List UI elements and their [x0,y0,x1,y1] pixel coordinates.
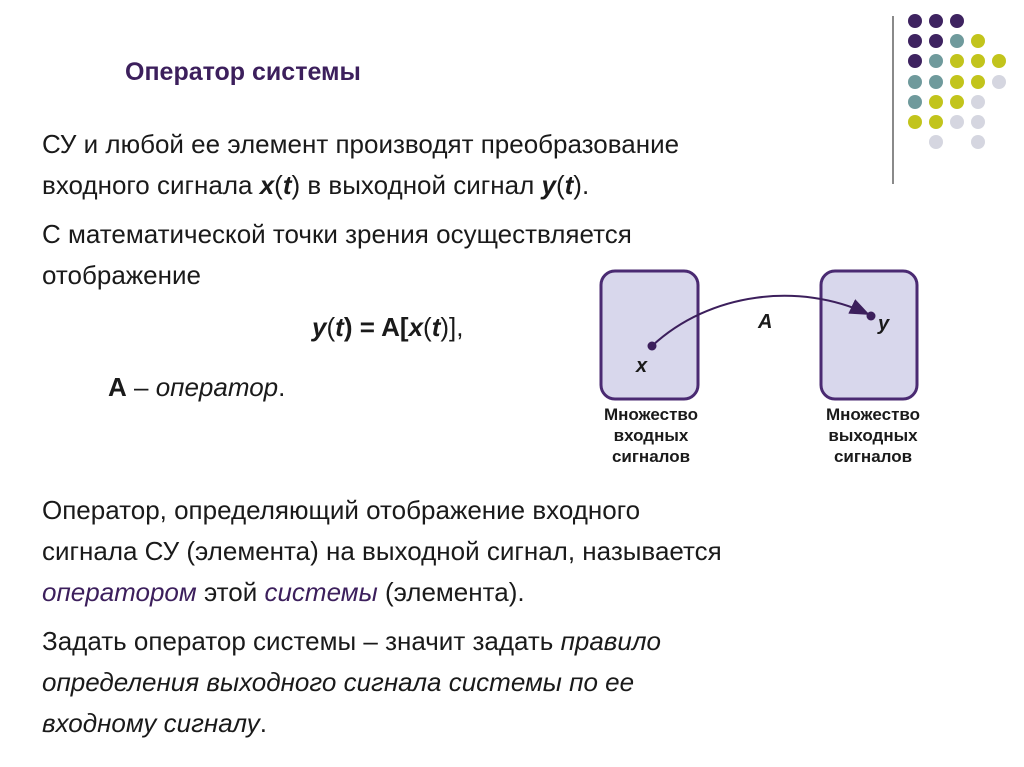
operator-word: оператор [155,372,279,402]
emphasis-text: входному сигналу [42,708,260,738]
text-fragment: (элемента). [377,577,525,607]
decor-dot [929,75,943,89]
input-point [648,342,657,351]
decor-dot [929,115,943,129]
decor-dot [971,135,985,149]
paragraph-4-line-2: определения выходного сигнала системы по ее [42,667,635,697]
caption-line: выходных [828,426,918,445]
y-label: y [878,313,890,335]
decor-dot [992,75,1006,89]
formula-operator: ) = A[ [343,312,409,342]
decor-dot [908,54,922,68]
text-fragment: Задать оператор системы – значит задать [42,626,561,656]
decor-dot [950,14,964,28]
caption-line: сигналов [833,447,913,466]
text-fragment: – [126,372,156,402]
emphasis-text: правило [560,626,661,656]
term-system: системы [264,577,378,607]
decor-dot [929,54,943,68]
decor-dot [908,34,922,48]
decor-dot [908,75,922,89]
text-fragment: этой [196,577,265,607]
decor-dot [950,115,964,129]
operator-definition [108,368,285,406]
paragraph-3-line-3 [42,573,525,611]
decor-dot [971,34,985,48]
decor-dot [971,75,985,89]
decor-dot [971,115,985,129]
var-t: t [282,170,292,200]
text-fragment: )], [440,312,464,342]
formula [312,308,464,346]
mapping-diagram [590,262,930,407]
var-t: t [564,170,574,200]
decor-dot [929,14,943,28]
decor-dot [908,95,922,109]
var-y: y [541,170,556,200]
text-fragment: ( [326,312,336,342]
decor-dot [950,95,964,109]
output-point [867,312,876,321]
paragraph-2-line-1: С математической точки зрения осуществляется [42,219,632,249]
decor-dot [929,95,943,109]
var-y: y [312,312,327,342]
var-x: x [408,312,424,342]
paragraph-4-line-3 [42,704,267,742]
input-set-box [601,271,698,399]
decor-dot [929,34,943,48]
decor-dot [929,135,943,149]
text-fragment: ( [274,170,283,200]
input-set-caption [588,404,714,467]
text-fragment: входного сигнала [42,170,260,200]
decor-dot [950,75,964,89]
output-set-caption [808,404,938,467]
caption-line: сигналов [611,447,691,466]
decor-dot [971,95,985,109]
decorative-divider [892,16,894,184]
operator-symbol: А [108,372,127,402]
decor-dot [992,54,1006,68]
paragraph-1-line-2 [42,166,589,204]
decor-dot [908,14,922,28]
x-label: x [636,355,648,377]
text-fragment: . [278,372,286,402]
text-fragment: в выходной сигнал [300,170,542,200]
caption-line: Множество [603,405,699,424]
output-set-box [821,271,917,399]
paragraph-2-line-2: отображение [42,260,201,290]
decor-dot [950,54,964,68]
term-operator: оператором [42,577,197,607]
var-x: x [259,170,275,200]
paragraph-4-line-1 [42,622,661,660]
paragraph-3-line-1: Оператор, определяющий отображение входного [42,495,641,525]
decor-dot [908,115,922,129]
decor-dot [971,54,985,68]
caption-line: входных [613,426,689,445]
text-fragment: ( [423,312,432,342]
text-fragment: . [259,708,267,738]
text-fragment: ( [555,170,565,200]
paragraph-3-line-2: сигнала СУ (элемента) на выходной сигнал, называется [42,536,722,566]
operator-a-label: A [758,311,773,333]
var-t: t [335,312,344,342]
text-fragment: ). [573,170,590,200]
paragraph-1-line-1: СУ и любой ее элемент производят преобразование [42,129,680,159]
slide-title: Оператор системы [125,58,361,86]
caption-line: Множество [825,405,921,424]
var-t: t [431,312,441,342]
decor-dot [950,34,964,48]
text-fragment: ) [291,170,301,200]
